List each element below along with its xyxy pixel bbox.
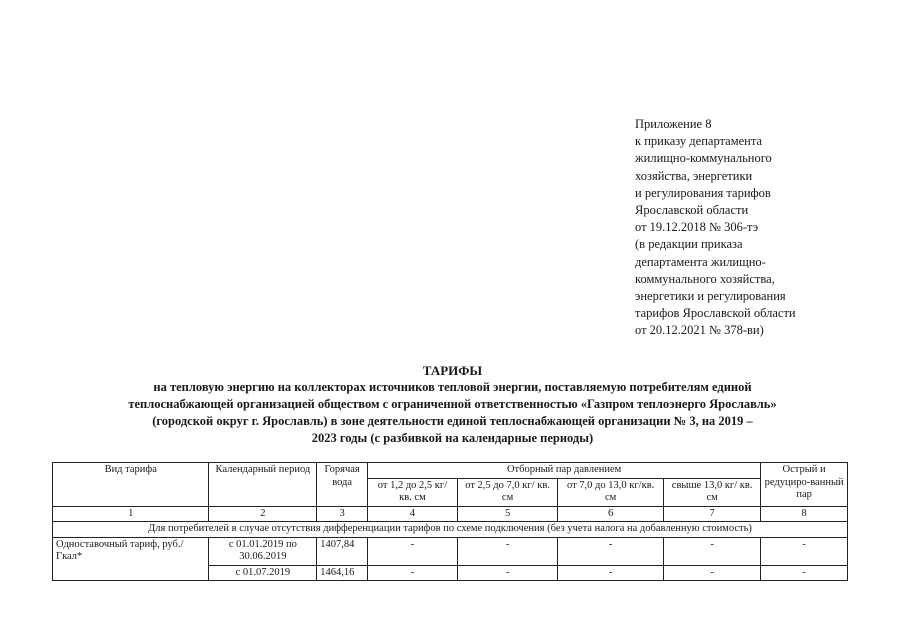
title-line: 2023 годы (с разбивкой на календарные периоды) [311, 431, 594, 445]
column-number-row [53, 506, 848, 522]
appendix-line: энергетики и регулирования [635, 289, 786, 304]
column-number: 6 [558, 506, 664, 522]
title-line: теплоснабжающей организацией обществом с ограниченной ответственностью «Газпром теплоэнерго Ярославль» [128, 397, 777, 411]
header-period: Календарный период [209, 463, 317, 507]
document-title [60, 362, 845, 447]
header-steam-col: от 7,0 до 13,0 кг/кв. см [558, 478, 664, 506]
appendix-line: Ярославской области [635, 203, 749, 218]
appendix-block [635, 116, 796, 340]
header-sharp-steam: Острый и редуциро-ванный пар [761, 463, 848, 507]
steam-cell: - [457, 565, 557, 581]
appendix-line: хозяйства, энергетики [635, 168, 753, 183]
sharp-steam-cell: - [761, 537, 848, 565]
header-steam-col: от 2,5 до 7,0 кг/ кв. см [457, 478, 557, 506]
column-number: 1 [53, 506, 209, 522]
tariff-table [52, 462, 848, 581]
column-number: 3 [317, 506, 368, 522]
steam-cell: - [664, 537, 761, 565]
header-steam-col: от 1,2 до 2,5 кг/ кв. см [368, 478, 458, 506]
period-cell: с 01.01.2019 по 30.06.2019 [209, 537, 317, 565]
column-number: 4 [368, 506, 458, 522]
steam-cell: - [368, 537, 458, 565]
appendix-line: коммунального хозяйства, [635, 271, 775, 286]
appendix-line: департамента жилищно- [635, 254, 766, 269]
column-number: 5 [457, 506, 557, 522]
appendix-line: от 20.12.2021 № 378-ви) [635, 323, 764, 338]
sharp-steam-cell: - [761, 565, 848, 581]
appendix-line: (в редакции приказа [635, 237, 743, 252]
header-hot-water: Горячая вода [317, 463, 368, 507]
period-cell: с 01.07.2019 [209, 565, 317, 581]
title-line: (городской округ г. Ярославль) в зоне деятельности единой теплоснабжающей организации № 3, на 2019 – [152, 414, 753, 428]
column-number: 8 [761, 506, 848, 522]
steam-cell: - [457, 537, 557, 565]
hot-water-cell: 1464,16 [317, 565, 368, 581]
column-number: 2 [209, 506, 317, 522]
appendix-line: жилищно-коммунального [635, 151, 772, 166]
hot-water-cell: 1407,84 [317, 537, 368, 565]
steam-cell: - [558, 565, 664, 581]
column-number: 7 [664, 506, 761, 522]
header-tariff-type: Вид тарифа [53, 463, 209, 507]
appendix-line: к приказу департамента [635, 134, 763, 149]
tariff-label: Одноставочный тариф, руб./Гкал* [53, 537, 209, 581]
steam-cell: - [368, 565, 458, 581]
title-main: ТАРИФЫ [422, 363, 483, 378]
appendix-line: и регулирования тарифов [635, 185, 771, 200]
title-line: на тепловую энергию на коллекторах источников тепловой энергии, поставляемую потребителям единой [153, 380, 752, 394]
appendix-line: от 19.12.2018 № 306-тэ [635, 220, 759, 235]
steam-cell: - [558, 537, 664, 565]
appendix-line: Приложение 8 [635, 117, 712, 131]
steam-cell: - [664, 565, 761, 581]
header-steam-col: свыше 13,0 кг/ кв. см [664, 478, 761, 506]
header-steam-group: Отборный пар давлением [368, 463, 761, 479]
table-row [53, 537, 848, 565]
section-title: Для потребителей в случае отсутствия дифференциации тарифов по схеме подключения (без учета налога на добавленную стоимость) [53, 522, 848, 538]
appendix-line: тарифов Ярославской области [635, 306, 796, 321]
